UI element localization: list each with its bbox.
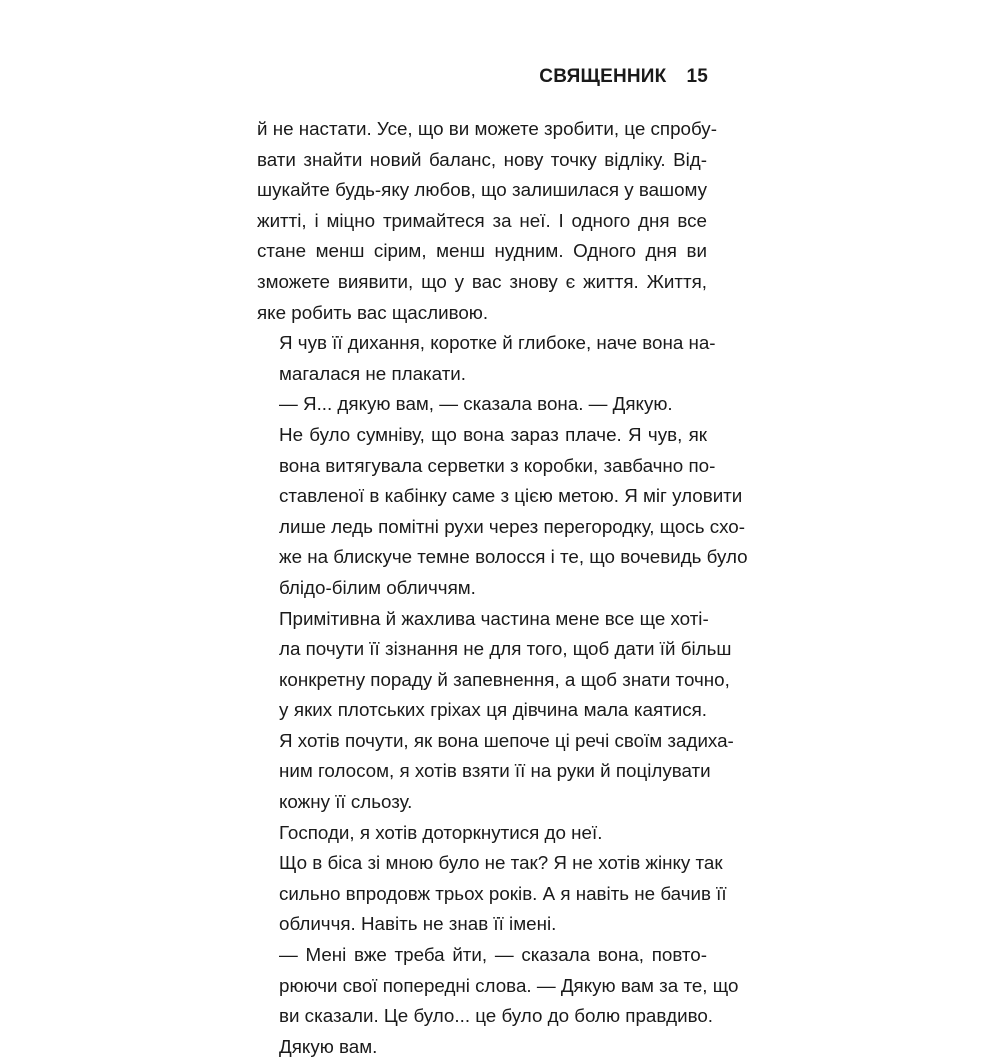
text-line: Дякую вам. xyxy=(279,1035,378,1057)
paragraph xyxy=(257,389,707,420)
text-line: Я чув її дихання, коротке й глибоке, наче вона на- xyxy=(279,332,716,354)
text-line: рюючи свої попередні слова. — Дякую вам за те, що xyxy=(279,974,739,996)
paragraph xyxy=(257,328,716,389)
running-head-title: СВЯЩЕННИК xyxy=(539,66,667,87)
paragraph xyxy=(257,818,707,849)
text-line: магалася не плакати. xyxy=(279,362,467,384)
text-line: житті, і міцно тримайтеся за неї. І одного дня все xyxy=(257,209,707,231)
paragraph xyxy=(257,420,748,604)
paragraph xyxy=(257,604,734,818)
text-line: шукайте будь-яку любов, що залишилася у вашому xyxy=(257,179,708,201)
text-line: сильно впродовж трьох років. А я навіть не бачив її xyxy=(279,882,727,904)
text-line: конкретну пораду й запевнення, а щоб знати точно, xyxy=(279,668,730,690)
text-line: ставленої в кабінку саме з цією метою. Я міг уловити xyxy=(279,485,743,507)
page-number: 15 xyxy=(686,66,708,87)
text-line: Що в біса зі мною було не так? Я не хотів жінку так xyxy=(279,852,723,874)
running-head xyxy=(539,66,708,88)
text-line: Я хотів почути, як вона шепоче ці речі своїм задиха- xyxy=(279,729,734,751)
text-line: — Мені вже треба йти, — сказала вона, повто- xyxy=(279,944,707,966)
paragraph xyxy=(257,114,717,328)
text-line: ним голосом, я хотів взяти її на руки й поцілувати xyxy=(279,760,711,782)
text-line: стане менш сірим, менш нудним. Одного дня ви xyxy=(257,240,707,262)
paragraph xyxy=(257,848,727,940)
text-line: зможете виявити, що у вас знову є життя. Життя, xyxy=(257,270,707,292)
text-line: вона витягувала серветки з коробки, завбачно по- xyxy=(279,454,716,476)
text-line: ла почути її зізнання не для того, щоб дати їй більш xyxy=(279,638,732,660)
text-line: обличчя. Навіть не знав її імені. xyxy=(279,913,557,935)
text-line: Примітивна й жахлива частина мене все ще хоті- xyxy=(279,607,709,629)
text-line: кожну її сльозу. xyxy=(279,791,413,813)
text-line: ви сказали. Це було... це було до болю правдиво. xyxy=(279,1005,713,1027)
text-line: блідо-білим обличчям. xyxy=(279,576,476,598)
text-line: й не настати. Усе, що ви можете зробити, це спробу- xyxy=(257,118,717,139)
paragraph xyxy=(257,940,739,1062)
text-line: Господи, я хотів доторкнутися до неї. xyxy=(279,821,603,843)
text-line: яке робить вас щасливою. xyxy=(257,301,489,323)
body-text xyxy=(257,114,748,1062)
text-line: — Я... дякую вам, — сказала вона. — Дякую. xyxy=(279,393,673,415)
text-line: у яких плотських гріхах ця дівчина мала каятися. xyxy=(279,699,707,721)
text-line: Не було сумніву, що вона зараз плаче. Я чув, як xyxy=(279,423,707,445)
text-line: же на блискуче темне волосся і те, що вочевидь було xyxy=(279,546,748,568)
text-line: вати знайти новий баланс, нову точку відліку. Від- xyxy=(257,148,707,170)
text-line: лише ледь помітні рухи через перегородку, щось схо- xyxy=(279,515,746,537)
